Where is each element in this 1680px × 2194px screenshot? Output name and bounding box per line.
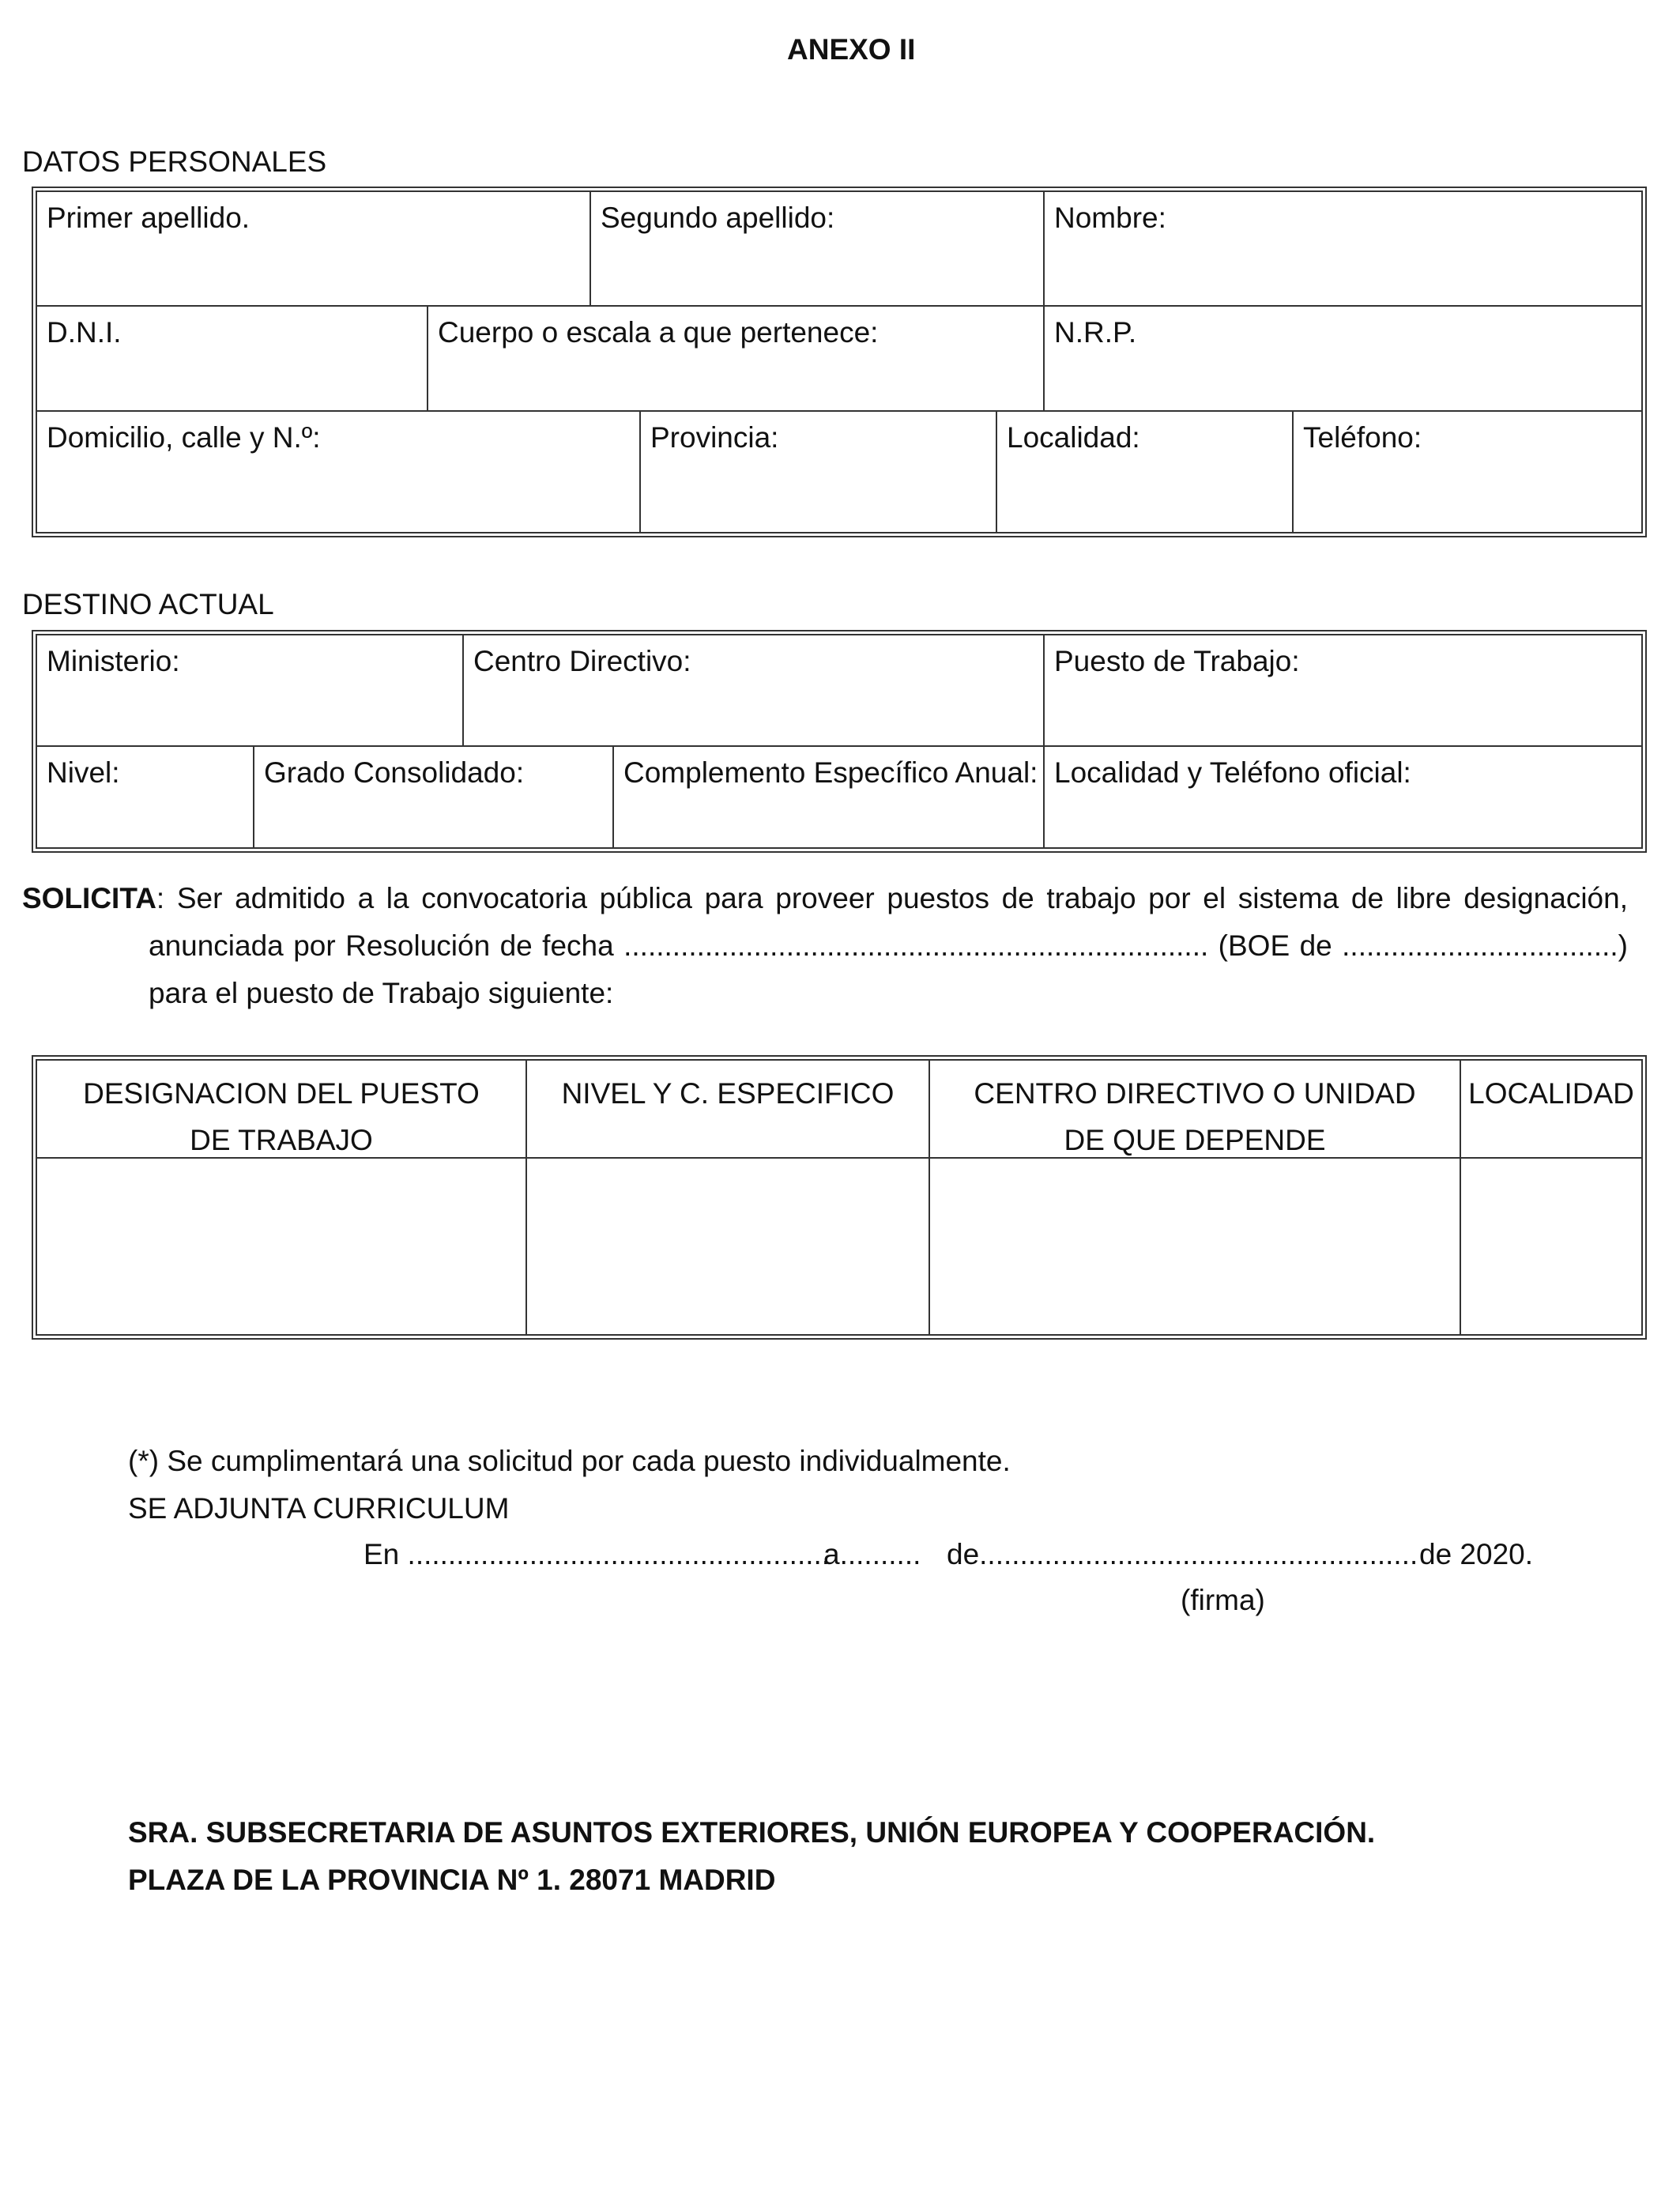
mes-field[interactable]: de...................................................... — [947, 1538, 1418, 1570]
dia-field[interactable]: a.......... — [823, 1538, 921, 1570]
nivel-label: Nivel: — [47, 756, 120, 789]
section-heading-destino: DESTINO ACTUAL — [22, 588, 274, 620]
adjunta-curriculum: SE ADJUNTA CURRICULUM — [128, 1492, 510, 1525]
dni-field[interactable] — [37, 307, 427, 410]
complemento-label: Complemento Específico Anual: — [623, 756, 1038, 789]
localidad-telefono-field[interactable] — [1043, 747, 1641, 847]
centro-directivo-label: Centro Directivo: — [473, 645, 691, 677]
page-title: ANEXO II — [787, 33, 916, 66]
puesto-table-header — [37, 1061, 1641, 1157]
domicilio-field[interactable] — [37, 412, 639, 532]
localidad-field[interactable] — [996, 412, 1292, 532]
header-localidad: LOCALIDAD — [1460, 1061, 1641, 1157]
firma-label: (firma) — [1181, 1584, 1265, 1616]
telefono-label: Teléfono: — [1303, 421, 1422, 454]
personal-data-form — [32, 187, 1647, 537]
addressee-line-1: SRA. SUBSECRETARIA DE ASUNTOS EXTERIORES, UNIÓN EUROPEA Y COOPERACIÓN. — [128, 1816, 1376, 1849]
grado-field[interactable] — [253, 747, 612, 847]
anio-text: de 2020. — [1419, 1538, 1534, 1570]
nombre-field[interactable] — [1043, 192, 1641, 305]
segundo-apellido-label: Segundo apellido: — [601, 202, 835, 234]
solicita-label: SOLICITA — [22, 882, 156, 914]
provincia-label: Provincia: — [650, 421, 779, 454]
solicita-line-1 — [22, 884, 1628, 913]
ministerio-label: Ministerio: — [47, 645, 180, 677]
destino-row-2 — [37, 745, 1641, 847]
nrp-label: N.R.P. — [1054, 316, 1137, 349]
dni-label: D.N.I. — [47, 316, 122, 349]
nombre-label: Nombre: — [1054, 202, 1166, 234]
header-centro: CENTRO DIRECTIVO O UNIDAD DE QUE DEPENDE — [929, 1061, 1460, 1157]
puesto-table — [32, 1055, 1647, 1340]
primer-apellido-field[interactable] — [37, 192, 590, 305]
solicita-line-2: anunciada por Resolución de fecha ........................................................................ (BOE de ..................................) — [149, 929, 1628, 962]
destino-row-1 — [37, 635, 1641, 745]
cuerpo-field[interactable] — [427, 307, 1043, 410]
provincia-field[interactable] — [639, 412, 996, 532]
localidad-telefono-label: Localidad y Teléfono oficial: — [1054, 756, 1411, 789]
segundo-apellido-field[interactable] — [590, 192, 1043, 305]
nivel-cell[interactable] — [525, 1159, 929, 1334]
solicita-line-3: para el puesto de Trabajo siguiente: — [149, 977, 614, 1009]
addressee-line-2: PLAZA DE LA PROVINCIA Nº 1. 28071 MADRID — [128, 1864, 776, 1896]
grado-label: Grado Consolidado: — [264, 756, 525, 789]
complemento-field[interactable] — [612, 747, 1043, 847]
destino-form — [32, 630, 1647, 853]
localidad-cell[interactable] — [1460, 1159, 1641, 1334]
localidad-label: Localidad: — [1007, 421, 1140, 454]
section-heading-personal: DATOS PERSONALES — [22, 145, 327, 178]
footer-note: (*) Se cumplimentará una solicitud por cada puesto individualmente. — [128, 1445, 1011, 1477]
puesto-trabajo-field[interactable] — [1043, 635, 1641, 745]
solicita-text-1: : Ser admitido a la convocatoria pública para proveer puestos de trabajo por el sistema de libre designación, — [156, 882, 1628, 914]
cuerpo-label: Cuerpo o escala a que pertenece: — [438, 316, 879, 349]
header-designacion: DESIGNACION DEL PUESTO DE TRABAJO — [83, 1077, 480, 1157]
primer-apellido-label: Primer apellido. — [47, 202, 250, 234]
table-row — [37, 1157, 1641, 1334]
personal-row-2 — [37, 305, 1641, 410]
nivel-field[interactable] — [37, 747, 253, 847]
personal-row-3 — [37, 410, 1641, 532]
centro-cell[interactable] — [929, 1159, 1460, 1334]
nrp-field[interactable] — [1043, 307, 1641, 410]
telefono-field[interactable] — [1292, 412, 1641, 532]
centro-directivo-field[interactable] — [462, 635, 1043, 745]
puesto-trabajo-label: Puesto de Trabajo: — [1054, 645, 1300, 677]
ministerio-field[interactable] — [37, 635, 462, 745]
personal-row-1 — [37, 192, 1641, 305]
designacion-cell[interactable] — [37, 1159, 525, 1334]
header-nivel: NIVEL Y C. ESPECIFICO — [525, 1061, 929, 1157]
lugar-field[interactable]: En .................................................... — [363, 1538, 831, 1570]
domicilio-label: Domicilio, calle y N.º: — [47, 421, 321, 454]
